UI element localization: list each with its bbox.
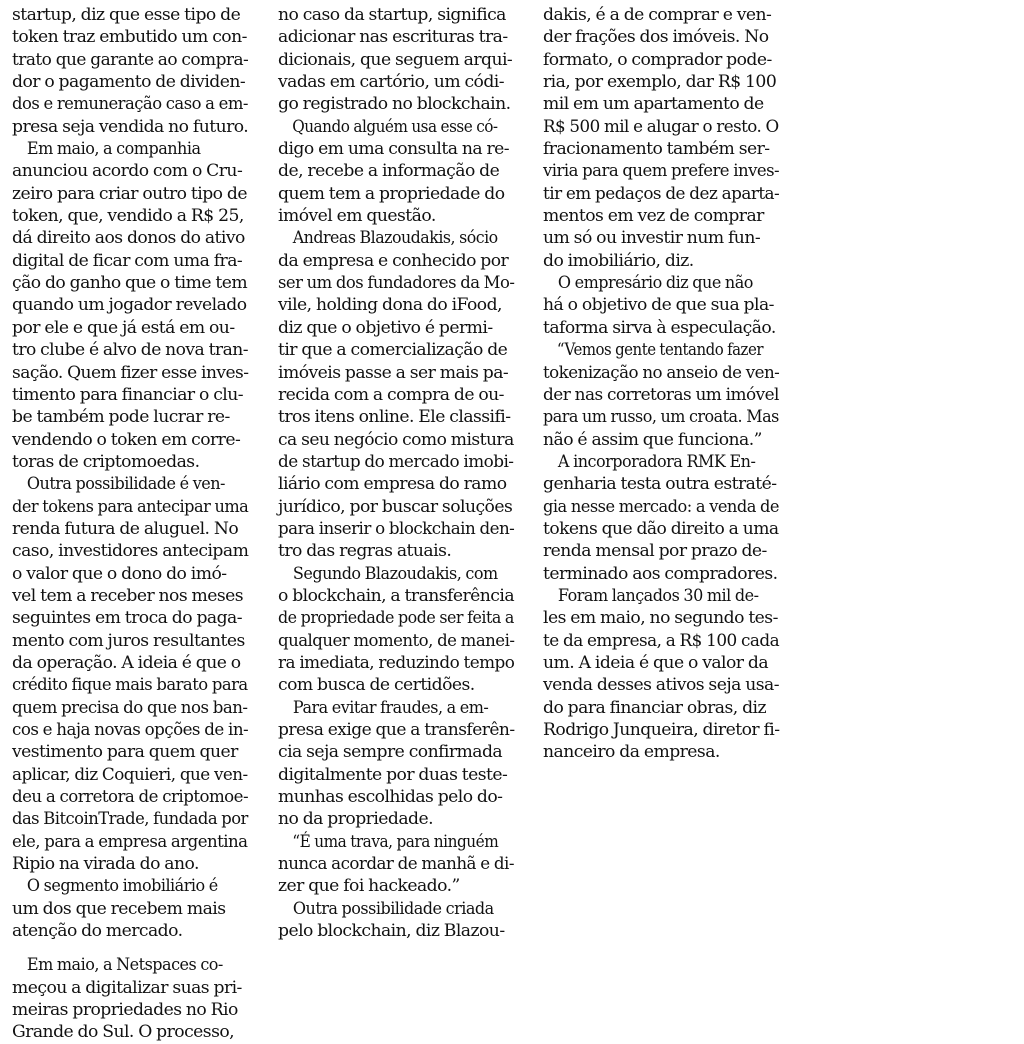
text-line: der frações dos imóveis. No xyxy=(543,27,769,48)
text-line: go registrado no blockchain. xyxy=(278,94,511,115)
text-line: tro das regras atuais. xyxy=(278,541,452,562)
text-line: não é assim que funciona.” xyxy=(543,429,762,450)
text-line: Outra possibilidade criada xyxy=(292,898,494,919)
text-line: meçou a digitalizar suas pri- xyxy=(12,977,242,998)
text-line: quando um jogador revelado xyxy=(12,295,247,316)
article-column-3 xyxy=(543,4,779,764)
text-line: ca seu negócio como mistura xyxy=(278,429,514,450)
text-line: das BitcoinTrade, fundada por xyxy=(12,809,248,830)
text-line: tir que a comercialização de xyxy=(278,340,508,361)
text-line: mento com juros resultantes xyxy=(12,630,245,651)
text-line: presa seja vendida no futuro. xyxy=(12,116,249,137)
text-line: digital de ficar com uma fra- xyxy=(12,250,243,271)
text-line: seguintes em troca do paga- xyxy=(12,608,243,629)
text-line: dá direito aos donos do ativo xyxy=(12,228,245,249)
text-line: no da propriedade. xyxy=(278,809,434,830)
text-line: tokens que dão direito a uma xyxy=(543,518,779,539)
text-line: pelo blockchain, diz Blazou- xyxy=(278,921,505,942)
text-line: te da empresa, a R$ 100 cada xyxy=(543,630,780,651)
article-column-1 xyxy=(12,4,248,1044)
text-line: gia nesse mercado: a venda de xyxy=(543,496,779,517)
text-line: venda desses ativos seja usa- xyxy=(543,675,779,696)
text-line: “Vemos gente tentando fazer xyxy=(556,340,764,361)
text-line: token, que, vendido a R$ 25, xyxy=(12,206,244,227)
text-line: imóveis passe a ser mais pa- xyxy=(278,362,509,383)
text-line: ção do ganho que o time tem xyxy=(12,273,248,294)
text-line: taforma sirva à especulação. xyxy=(543,317,776,338)
text-line: quem tem a propriedade do xyxy=(278,183,505,204)
text-line: fracionamento também ser- xyxy=(543,139,770,160)
text-line: adicionar nas escrituras tra- xyxy=(278,27,508,48)
text-line: um só ou investir num fun- xyxy=(543,228,761,249)
text-line: Foram lançados 30 mil de- xyxy=(557,585,759,606)
text-line: terminado aos compradores. xyxy=(543,563,778,584)
text-line: anunciou acordo com o Cru- xyxy=(12,161,243,182)
text-line: be também pode lucrar re- xyxy=(12,407,230,428)
text-line: munhas escolhidas pelo do- xyxy=(278,787,503,808)
text-line: tokenização no anseio de ven- xyxy=(543,362,780,383)
text-line: token traz embutido um con- xyxy=(12,27,247,48)
text-line: renda futura de aluguel. No xyxy=(12,518,239,539)
text-line: deu a corretora de criptomoe- xyxy=(12,787,249,808)
text-line: presa exige que a transferên- xyxy=(278,720,515,740)
text-line: para inserir o blockchain den- xyxy=(278,518,515,539)
text-line: les em maio, no segundo tes- xyxy=(543,608,778,629)
text-line: ria, por exemplo, dar R$ 100 xyxy=(543,72,777,93)
text-line: recida com a compra de ou- xyxy=(278,384,504,405)
text-line: de startup do mercado imobi- xyxy=(278,451,514,472)
text-line: dakis, é a de comprar e ven- xyxy=(543,5,772,25)
text-line: qualquer momento, de manei- xyxy=(278,630,515,651)
text-line: A incorporadora RMK En- xyxy=(557,451,756,472)
text-line: atenção do mercado. xyxy=(12,921,183,942)
text-line: formato, o comprador pode- xyxy=(543,49,772,70)
text-line: no caso da startup, significa xyxy=(278,5,506,25)
text-line: liário com empresa do ramo xyxy=(278,474,507,495)
text-line: der tokens para antecipar uma xyxy=(12,496,249,517)
text-line: O segmento imobiliário é xyxy=(26,876,218,897)
text-line: da operação. A ideia é que o xyxy=(12,652,241,673)
text-line: viria para quem prefere inves- xyxy=(543,161,780,182)
text-line: o valor que o dono do imó- xyxy=(12,563,227,584)
text-line: quem precisa do que nos ban- xyxy=(12,697,248,718)
text-line: vel tem a receber nos meses xyxy=(12,585,244,606)
text-line: vile, holding dona do iFood, xyxy=(278,295,502,316)
text-line: Em maio, a Netspaces co- xyxy=(26,955,223,976)
text-line: por ele e que já está em ou- xyxy=(12,317,235,338)
text-line: R$ 500 mil e alugar o resto. O xyxy=(543,116,779,137)
text-line: um. A ideia é que o valor da xyxy=(543,652,769,673)
text-line: sação. Quem fizer esse inves- xyxy=(12,362,249,383)
text-line: vestimento para quem quer xyxy=(12,742,238,763)
text-line: Ripio na virada do ano. xyxy=(12,854,199,875)
text-line: tros itens online. Ele classifi- xyxy=(278,407,511,428)
text-line: dor o pagamento de dividen- xyxy=(12,72,246,93)
text-line: nunca acordar de manhã e di- xyxy=(278,854,514,875)
text-line: tro clube é alvo de nova tran- xyxy=(12,340,248,361)
text-line: Grande do Sul. O processo, xyxy=(12,1022,235,1043)
text-line: um dos que recebem mais xyxy=(12,898,226,919)
text-line: dos e remuneração caso a em- xyxy=(12,94,248,115)
text-line: meiras propriedades no Rio xyxy=(12,1000,238,1021)
text-line: de, recebe a informação de xyxy=(278,161,500,182)
article-column-2 xyxy=(278,4,514,942)
text-line: digo em uma consulta na re- xyxy=(278,139,509,160)
text-line: toras de criptomoedas. xyxy=(12,451,200,472)
text-line: mentos em vez de comprar xyxy=(543,206,764,227)
text-line: Em maio, a companhia xyxy=(26,139,201,160)
text-line: diz que o objetivo é permi- xyxy=(278,317,493,338)
text-line: caso, investidores antecipam xyxy=(12,541,249,562)
text-line: startup, diz que esse tipo de xyxy=(12,5,241,25)
text-line: imóvel em questão. xyxy=(278,206,436,227)
text-line: de propriedade pode ser feita a xyxy=(278,608,514,629)
text-line: do para financiar obras, diz xyxy=(543,697,766,718)
text-line: ser um dos fundadores da Mo- xyxy=(278,273,515,294)
text-line: tir em pedaços de dez aparta- xyxy=(543,183,780,204)
text-line: do imobiliário, diz. xyxy=(543,250,694,271)
text-line: da empresa e conhecido por xyxy=(278,250,509,271)
text-line: timento para financiar o clu- xyxy=(12,384,243,405)
text-line: digitalmente por duas teste- xyxy=(278,764,508,785)
text-line: vendendo o token em corre- xyxy=(12,429,241,450)
text-line: Quando alguém usa esse có- xyxy=(292,116,498,137)
text-line: com busca de certidões. xyxy=(278,675,475,696)
text-line: “É uma trava, para ninguém xyxy=(292,831,499,852)
text-line: ele, para a empresa argentina xyxy=(12,831,248,852)
text-line: jurídico, por buscar soluções xyxy=(278,496,513,517)
text-line: zer que foi hackeado.” xyxy=(278,876,460,897)
text-line: zeiro para criar outro tipo de xyxy=(12,183,247,204)
text-line: Outra possibilidade é ven- xyxy=(26,474,225,495)
text-line: Rodrigo Junqueira, diretor fi- xyxy=(543,720,780,740)
text-line: genharia testa outra estraté- xyxy=(543,474,777,495)
text-line: o blockchain, a transferência xyxy=(278,585,515,606)
text-line: vadas em cartório, um códi- xyxy=(278,72,505,93)
text-line: crédito fique mais barato para xyxy=(12,675,248,696)
text-line: mil em um apartamento de xyxy=(543,94,764,115)
text-line: aplicar, diz Coquieri, que ven- xyxy=(12,764,248,785)
text-line: der nas corretoras um imóvel xyxy=(543,384,779,405)
text-line: Segundo Blazoudakis, com xyxy=(292,563,498,584)
text-line: renda mensal por prazo de- xyxy=(543,541,767,562)
text-line: ra imediata, reduzindo tempo xyxy=(278,652,515,673)
text-line: cia seja sempre confirmada xyxy=(278,742,503,763)
text-line: trato que garante ao compra- xyxy=(12,49,249,70)
text-line: Andreas Blazoudakis, sócio xyxy=(292,228,498,249)
text-line: O empresário diz que não xyxy=(557,273,753,294)
text-line: cos e haja novas opções de in- xyxy=(12,720,249,740)
text-line: há o objetivo de que sua pla- xyxy=(543,295,774,316)
text-line: nanceiro da empresa. xyxy=(543,742,720,763)
text-line: dicionais, que seguem arqui- xyxy=(278,49,513,70)
text-line: para um russo, um croata. Mas xyxy=(543,407,779,428)
text-line: Para evitar fraudes, a em- xyxy=(292,697,489,718)
